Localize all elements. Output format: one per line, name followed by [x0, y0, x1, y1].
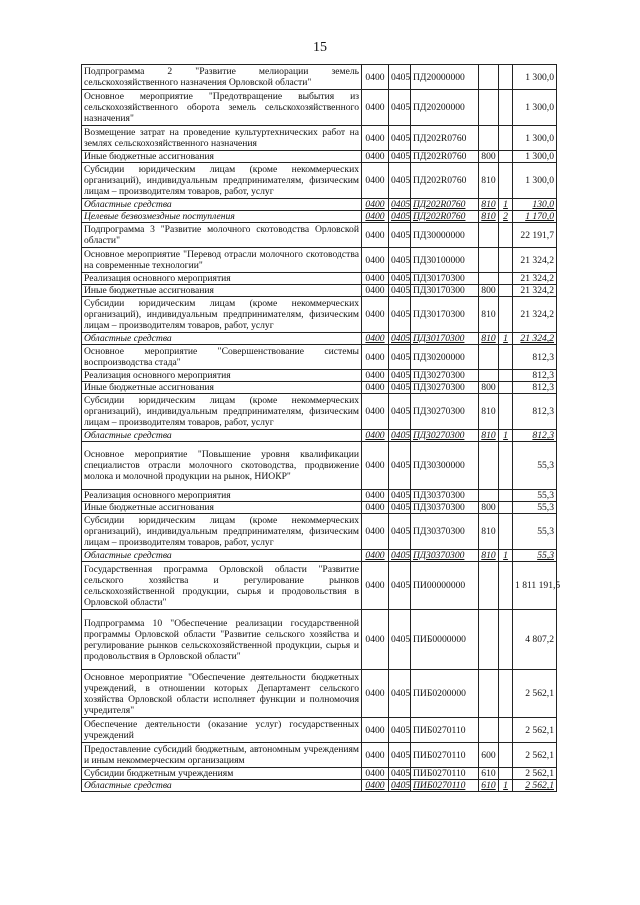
- row-target-article: ПД30170300: [411, 273, 479, 285]
- row-name: Реализация основного мероприятия: [82, 273, 362, 285]
- row-gr-code: 0400: [362, 442, 389, 490]
- row-section-code: 0405: [389, 151, 411, 163]
- table-row: [82, 670, 557, 718]
- row-amount: 4 807,2: [513, 610, 557, 670]
- table-row: [82, 297, 557, 333]
- row-funding-source: [499, 163, 513, 199]
- row-name: Основное мероприятие "Повышение уровня квалификации специалистов отрасли молочного скотоводства, продвижение молока и молочной продукции на рынок, НИОКР": [82, 442, 362, 490]
- row-target-article: ПД30300000: [411, 442, 479, 490]
- row-expense-type: [479, 718, 499, 743]
- row-funding-source: [499, 90, 513, 126]
- row-expense-type: [479, 126, 499, 151]
- row-target-article: ПД30200000: [411, 345, 479, 370]
- row-gr-code: 0400: [362, 126, 389, 151]
- row-target-article: ПИБ0270110: [411, 718, 479, 743]
- table-row: [82, 780, 557, 792]
- row-gr-code: 0400: [362, 562, 389, 610]
- row-target-article: ПД20000000: [411, 65, 479, 90]
- row-gr-code: 0400: [362, 345, 389, 370]
- row-target-article: ПИБ0000000: [411, 610, 479, 670]
- row-section-code: 0405: [389, 65, 411, 90]
- row-amount: 21 324,2: [513, 285, 557, 297]
- row-expense-type: 600: [479, 743, 499, 768]
- row-gr-code: 0400: [362, 273, 389, 285]
- row-amount: 21 324,2: [513, 333, 557, 345]
- row-target-article: ПД30170300: [411, 285, 479, 297]
- page-number: 15: [313, 40, 327, 55]
- row-name: Субсидии бюджетным учреждениям: [82, 768, 362, 780]
- row-name: Обеспечение деятельности (оказание услуг) государственных учреждений: [82, 718, 362, 743]
- table-row: [82, 90, 557, 126]
- table-row: [82, 345, 557, 370]
- table-row: [82, 126, 557, 151]
- row-funding-source: [499, 394, 513, 430]
- row-expense-type: [479, 370, 499, 382]
- row-section-code: 0405: [389, 273, 411, 285]
- table-row: [82, 490, 557, 502]
- row-gr-code: 0400: [362, 743, 389, 768]
- row-expense-type: 800: [479, 382, 499, 394]
- row-name: Предоставление субсидий бюджетным, автономным учреждениям и иным некоммерческим организациям: [82, 743, 362, 768]
- row-amount: 812,3: [513, 382, 557, 394]
- row-name: Субсидии юридическим лицам (кроме некоммерческих организаций), индивидуальным предпринимателям, физическим лицам – производителям товаров, работ, услуг: [82, 297, 362, 333]
- row-amount: 55,3: [513, 550, 557, 562]
- row-section-code: 0405: [389, 211, 411, 223]
- row-funding-source: [499, 490, 513, 502]
- row-expense-type: 800: [479, 502, 499, 514]
- row-expense-type: [479, 442, 499, 490]
- row-amount: 1 300,0: [513, 126, 557, 151]
- row-section-code: 0405: [389, 442, 411, 490]
- row-amount: 22 191,7: [513, 223, 557, 248]
- row-target-article: ПИ00000000: [411, 562, 479, 610]
- table-row: [82, 442, 557, 490]
- row-amount: 1 300,0: [513, 163, 557, 199]
- row-target-article: ПИБ0200000: [411, 670, 479, 718]
- row-amount: 21 324,2: [513, 273, 557, 285]
- row-amount: 21 324,2: [513, 297, 557, 333]
- row-funding-source: [499, 610, 513, 670]
- row-section-code: 0405: [389, 163, 411, 199]
- row-section-code: 0405: [389, 223, 411, 248]
- row-target-article: ПД30370300: [411, 490, 479, 502]
- row-funding-source: [499, 382, 513, 394]
- row-expense-type: 810: [479, 394, 499, 430]
- row-funding-source: 1: [499, 199, 513, 211]
- row-funding-source: [499, 768, 513, 780]
- row-amount: 55,3: [513, 502, 557, 514]
- table-row: [82, 285, 557, 297]
- row-gr-code: 0400: [362, 780, 389, 792]
- row-amount: 812,3: [513, 370, 557, 382]
- row-section-code: 0405: [389, 743, 411, 768]
- row-name: Областные средства: [82, 430, 362, 442]
- table-row: [82, 223, 557, 248]
- row-section-code: 0405: [389, 670, 411, 718]
- row-section-code: 0405: [389, 768, 411, 780]
- row-target-article: ПД30270300: [411, 382, 479, 394]
- row-gr-code: 0400: [362, 333, 389, 345]
- table-row: [82, 718, 557, 743]
- row-section-code: 0405: [389, 126, 411, 151]
- row-gr-code: 0400: [362, 90, 389, 126]
- row-expense-type: [479, 248, 499, 273]
- row-target-article: ПД30370300: [411, 514, 479, 550]
- row-gr-code: 0400: [362, 65, 389, 90]
- table-row: [82, 430, 557, 442]
- row-section-code: 0405: [389, 562, 411, 610]
- row-funding-source: [499, 514, 513, 550]
- row-gr-code: 0400: [362, 550, 389, 562]
- row-name: Областные средства: [82, 780, 362, 792]
- row-section-code: 0405: [389, 718, 411, 743]
- row-name: Иные бюджетные ассигнования: [82, 502, 362, 514]
- row-name: Основное мероприятие "Совершенствование системы воспроизводства стада": [82, 345, 362, 370]
- row-funding-source: [499, 65, 513, 90]
- row-name: Реализация основного мероприятия: [82, 370, 362, 382]
- row-section-code: 0405: [389, 199, 411, 211]
- row-amount: 2 562,1: [513, 768, 557, 780]
- row-funding-source: [499, 297, 513, 333]
- row-name: Подпрограмма 3 "Развитие молочного скотоводства Орловской области": [82, 223, 362, 248]
- row-section-code: 0405: [389, 333, 411, 345]
- row-expense-type: 610: [479, 768, 499, 780]
- row-amount: 55,3: [513, 514, 557, 550]
- row-gr-code: 0400: [362, 394, 389, 430]
- row-target-article: ПД20200000: [411, 90, 479, 126]
- row-target-article: ПД30100000: [411, 248, 479, 273]
- row-target-article: ПД30270300: [411, 430, 479, 442]
- row-funding-source: [499, 273, 513, 285]
- row-name: Субсидии юридическим лицам (кроме некоммерческих организаций), индивидуальным предпринимателям, физическим лицам – производителям товаров, работ, услуг: [82, 163, 362, 199]
- table-row: [82, 394, 557, 430]
- row-expense-type: [479, 90, 499, 126]
- row-amount: 2 562,1: [513, 718, 557, 743]
- row-funding-source: [499, 248, 513, 273]
- row-section-code: 0405: [389, 370, 411, 382]
- row-section-code: 0405: [389, 345, 411, 370]
- row-funding-source: [499, 345, 513, 370]
- row-gr-code: 0400: [362, 490, 389, 502]
- row-gr-code: 0400: [362, 502, 389, 514]
- row-name: Иные бюджетные ассигнования: [82, 382, 362, 394]
- row-target-article: ПД202R0760: [411, 163, 479, 199]
- row-target-article: ПИБ0270110: [411, 768, 479, 780]
- row-expense-type: 810: [479, 550, 499, 562]
- row-name: Реализация основного мероприятия: [82, 490, 362, 502]
- row-gr-code: 0400: [362, 768, 389, 780]
- row-name: Целевые безвозмездные поступления: [82, 211, 362, 223]
- row-section-code: 0405: [389, 502, 411, 514]
- row-name: Основное мероприятие "Перевод отрасли молочного скотоводства на современные технологии": [82, 248, 362, 273]
- row-expense-type: [479, 273, 499, 285]
- table-row: [82, 610, 557, 670]
- row-amount: 812,3: [513, 430, 557, 442]
- row-target-article: ПД202R0760: [411, 211, 479, 223]
- row-section-code: 0405: [389, 430, 411, 442]
- row-gr-code: 0400: [362, 211, 389, 223]
- row-section-code: 0405: [389, 297, 411, 333]
- row-expense-type: [479, 490, 499, 502]
- row-name: Субсидии юридическим лицам (кроме некоммерческих организаций), индивидуальным предпринимателям, физическим лицам – производителям товаров, работ, услуг: [82, 394, 362, 430]
- row-funding-source: [499, 223, 513, 248]
- row-section-code: 0405: [389, 382, 411, 394]
- row-funding-source: [499, 562, 513, 610]
- row-funding-source: 1: [499, 333, 513, 345]
- row-amount: 812,3: [513, 345, 557, 370]
- row-expense-type: 800: [479, 285, 499, 297]
- row-gr-code: 0400: [362, 297, 389, 333]
- row-expense-type: 800: [479, 151, 499, 163]
- row-name: Иные бюджетные ассигнования: [82, 151, 362, 163]
- row-amount: 2 562,1: [513, 743, 557, 768]
- row-expense-type: [479, 345, 499, 370]
- row-name: Областные средства: [82, 550, 362, 562]
- row-section-code: 0405: [389, 248, 411, 273]
- row-gr-code: 0400: [362, 285, 389, 297]
- row-target-article: ПД30370300: [411, 502, 479, 514]
- row-expense-type: [479, 670, 499, 718]
- table-row: [82, 743, 557, 768]
- row-target-article: ПД30170300: [411, 333, 479, 345]
- row-expense-type: 610: [479, 780, 499, 792]
- row-gr-code: 0400: [362, 718, 389, 743]
- row-name: Государственная программа Орловской области "Развитие сельского хозяйства и регулирование рынков сельскохозяйственной продукции, сырья и продовольствия в Орловской области": [82, 562, 362, 610]
- row-amount: 130,0: [513, 199, 557, 211]
- table-row: [82, 550, 557, 562]
- row-funding-source: [499, 126, 513, 151]
- row-target-article: ПИБ0270110: [411, 780, 479, 792]
- row-gr-code: 0400: [362, 223, 389, 248]
- table-row: [82, 370, 557, 382]
- row-name: Основное мероприятие "Обеспечение деятельности бюджетных учреждений, в отношении которых Департамент сельского хозяйства Орловской области исполняет функции и полномочия учредителя": [82, 670, 362, 718]
- row-section-code: 0405: [389, 490, 411, 502]
- row-section-code: 0405: [389, 550, 411, 562]
- row-funding-source: [499, 151, 513, 163]
- row-expense-type: 810: [479, 199, 499, 211]
- row-gr-code: 0400: [362, 610, 389, 670]
- row-amount: 1 300,0: [513, 90, 557, 126]
- row-funding-source: [499, 370, 513, 382]
- table-row: [82, 211, 557, 223]
- table-row: [82, 273, 557, 285]
- row-gr-code: 0400: [362, 370, 389, 382]
- row-target-article: ПД202R0760: [411, 151, 479, 163]
- budget-table: [81, 64, 561, 792]
- row-funding-source: [499, 285, 513, 297]
- row-expense-type: 810: [479, 211, 499, 223]
- row-funding-source: 2: [499, 211, 513, 223]
- row-expense-type: 810: [479, 430, 499, 442]
- row-funding-source: 1: [499, 430, 513, 442]
- row-funding-source: [499, 502, 513, 514]
- row-target-article: ПД30170300: [411, 297, 479, 333]
- table-row: [82, 502, 557, 514]
- row-name: Подпрограмма 10 "Обеспечение реализации государственной программы Орловской области "Развитие сельского хозяйства и регулирование рынков сельскохозяйственной продукции, сырья и продовольствия в Орловской области": [82, 610, 362, 670]
- row-amount: 2 562,1: [513, 780, 557, 792]
- row-amount: 1 811 191,5: [513, 562, 557, 610]
- table-row: [82, 333, 557, 345]
- row-section-code: 0405: [389, 610, 411, 670]
- row-gr-code: 0400: [362, 151, 389, 163]
- table-row: [82, 199, 557, 211]
- row-name: Областные средства: [82, 199, 362, 211]
- row-name: Подпрограмма 2 "Развитие мелиорации земель сельскохозяйственного назначения Орловской области": [82, 65, 362, 90]
- row-name: Субсидии юридическим лицам (кроме некоммерческих организаций), индивидуальным предпринимателям, физическим лицам – производителям товаров, работ, услуг: [82, 514, 362, 550]
- table-row: [82, 151, 557, 163]
- row-gr-code: 0400: [362, 163, 389, 199]
- row-expense-type: 810: [479, 163, 499, 199]
- table-body: [82, 65, 561, 792]
- row-name: Основное мероприятие "Предотвращение выбытия из сельскохозяйственного оборота земель сельскохозяйственного назначения": [82, 90, 362, 126]
- row-expense-type: [479, 65, 499, 90]
- row-section-code: 0405: [389, 514, 411, 550]
- row-amount: 55,3: [513, 490, 557, 502]
- row-funding-source: [499, 743, 513, 768]
- table-row: [82, 562, 557, 610]
- row-funding-source: [499, 670, 513, 718]
- table-row: [82, 163, 557, 199]
- table-row: [82, 65, 557, 90]
- row-amount: 55,3: [513, 442, 557, 490]
- row-section-code: 0405: [389, 90, 411, 126]
- table-row: [82, 248, 557, 273]
- row-name: Возмещение затрат на проведение культуртехнических работ на землях сельскохозяйственного назначения: [82, 126, 362, 151]
- row-section-code: 0405: [389, 285, 411, 297]
- row-target-article: ПД30370300: [411, 550, 479, 562]
- row-expense-type: [479, 562, 499, 610]
- row-amount: 1 300,0: [513, 65, 557, 90]
- row-target-article: ПД202R0760: [411, 126, 479, 151]
- row-target-article: ПД30000000: [411, 223, 479, 248]
- row-expense-type: 810: [479, 333, 499, 345]
- row-funding-source: [499, 718, 513, 743]
- row-gr-code: 0400: [362, 248, 389, 273]
- row-expense-type: 810: [479, 297, 499, 333]
- row-expense-type: 810: [479, 514, 499, 550]
- row-section-code: 0405: [389, 780, 411, 792]
- row-amount: 1 300,0: [513, 151, 557, 163]
- row-amount: 812,3: [513, 394, 557, 430]
- row-amount: 2 562,1: [513, 670, 557, 718]
- row-name: Иные бюджетные ассигнования: [82, 285, 362, 297]
- row-name: Областные средства: [82, 333, 362, 345]
- row-gr-code: 0400: [362, 430, 389, 442]
- row-section-code: 0405: [389, 394, 411, 430]
- table-row: [82, 768, 557, 780]
- row-funding-source: [499, 442, 513, 490]
- row-gr-code: 0400: [362, 382, 389, 394]
- row-target-article: ПД30270300: [411, 394, 479, 430]
- row-expense-type: [479, 610, 499, 670]
- row-expense-type: [479, 223, 499, 248]
- row-target-article: ПД202R0760: [411, 199, 479, 211]
- row-target-article: ПД30270300: [411, 370, 479, 382]
- row-target-article: ПИБ0270110: [411, 743, 479, 768]
- row-funding-source: 1: [499, 550, 513, 562]
- row-gr-code: 0400: [362, 514, 389, 550]
- table-row: [82, 382, 557, 394]
- row-funding-source: 1: [499, 780, 513, 792]
- table-row: [82, 514, 557, 550]
- row-gr-code: 0400: [362, 670, 389, 718]
- row-gr-code: 0400: [362, 199, 389, 211]
- row-amount: 1 170,0: [513, 211, 557, 223]
- row-amount: 21 324,2: [513, 248, 557, 273]
